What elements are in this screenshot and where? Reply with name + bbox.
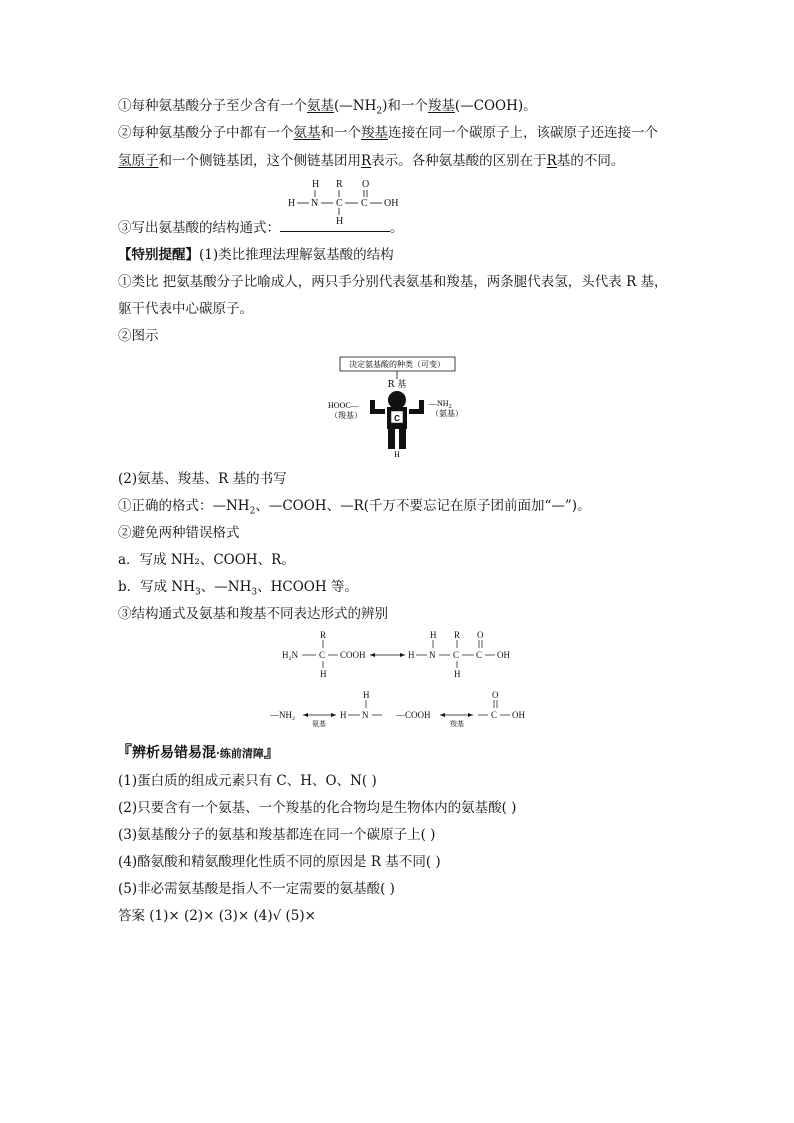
- underlined-r2: R: [546, 153, 557, 169]
- svg-text:H: H: [408, 650, 415, 660]
- svg-text:—NH2: $—NH_2$: [429, 399, 452, 410]
- text: 和一个: [320, 125, 361, 141]
- tip-tag: 【特别提醒】: [118, 247, 199, 263]
- svg-text:C: C: [476, 650, 483, 660]
- tip-line-1b: 躯干代表中心碳原子。: [118, 301, 253, 317]
- text: 。: [390, 220, 404, 236]
- svg-text:C: C: [319, 650, 326, 660]
- s2-line-a: ①正确的格式：$—NH_2$、—COOH、—R(千万不要忘记在原子团前面加“—”)。: [118, 498, 591, 517]
- formula-comparison-1: [280, 628, 530, 683]
- svg-text:R: R: [336, 179, 343, 190]
- underlined-carboxyl: 羧基: [427, 98, 455, 114]
- diagram-h: H: [394, 450, 400, 459]
- center-carbon: C: [394, 414, 400, 423]
- s2-line-b: ②避免两种错误格式: [118, 525, 240, 541]
- tip-heading: [118, 246, 394, 264]
- text: 和一个侧链基团，这个侧链基团用: [158, 153, 361, 169]
- svg-text:C: C: [361, 198, 368, 209]
- point-2: [118, 124, 658, 142]
- text: ①正确的格式：—NH: [118, 498, 250, 514]
- answer-blank: [280, 219, 390, 232]
- text: b．写成 NH: [118, 579, 196, 595]
- svg-text:OH: OH: [384, 198, 399, 209]
- svg-text:H: H: [336, 216, 344, 227]
- svg-text:N: N: [429, 650, 436, 660]
- question-4: (4)酪氨酸和精氨酸理化性质不同的原因是 R 基不同( ): [118, 854, 441, 870]
- underlined-carboxyl: 羧基: [361, 125, 388, 141]
- svg-text:H: H: [363, 690, 370, 700]
- svg-text:O: O: [362, 179, 370, 190]
- subscript: 2: [376, 106, 383, 117]
- diagram-r-label: R 基: [387, 380, 407, 390]
- text: (—NH: [334, 98, 377, 114]
- answer-line: 答案 (1)× (2)× (3)× (4)√ (5)×: [118, 908, 316, 924]
- underlined-amino: 氨基: [293, 125, 321, 141]
- text: 、—COOH、—R(千万不要忘记在原子团前面加“—”)。: [255, 498, 591, 514]
- svg-text:R: R: [320, 630, 327, 640]
- svg-text:OH: OH: [497, 650, 510, 660]
- text: 连接在同一个碳原子上，该碳原子还连接一个: [388, 125, 658, 141]
- s2-line-e: ③结构通式及氨基和羧基不同表达形式的辨别: [118, 606, 388, 622]
- diagram-amino-label: （氨基）: [431, 409, 463, 418]
- svg-text:N: N: [362, 710, 369, 720]
- svg-text:—NH₂: —NH₂: [270, 710, 296, 720]
- underlined-amino: 氨基: [307, 98, 334, 114]
- amino-arrow-label: 氨基: [312, 720, 326, 728]
- svg-text:—COOH: —COOH: [396, 710, 431, 720]
- svg-text:COOH: COOH: [340, 650, 366, 660]
- svg-text:C: C: [336, 198, 343, 209]
- svg-text:OH: OH: [512, 710, 525, 720]
- text: 、HCOOH 等。: [257, 579, 358, 595]
- section-title-text: 辨析易错易混: [132, 745, 217, 761]
- underlined-hydrogen: 氢原子: [118, 153, 159, 169]
- question-3: (3)氨基酸分子的氨基和羧基都连在同一个碳原子上( ): [118, 827, 436, 843]
- question-2: (2)只要含有一个氨基、一个羧基的化合物均是生物体内的氨基酸( ): [118, 800, 517, 816]
- carboxyl-arrow-label: 羧基: [450, 720, 464, 728]
- diagram-nh2: —NH: [429, 399, 449, 408]
- s2-line-c: a．写成 NH₂、COOH、R。: [118, 552, 295, 568]
- head-shape: [388, 391, 406, 409]
- svg-text:C: C: [491, 710, 498, 720]
- section-title: 『辨析易错易混·练前清障』: [116, 742, 280, 761]
- svg-text:H: H: [340, 710, 347, 720]
- svg-text:C: C: [453, 650, 460, 660]
- svg-text:N: N: [311, 198, 319, 209]
- svg-text:H: H: [320, 669, 327, 679]
- text: ①每种氨基酸分子至少含有一个: [118, 98, 307, 114]
- question-1: (1)蛋白质的组成元素只有 C、H、O、N( ): [118, 773, 377, 789]
- diagram-box-label: 决定氨基酸的种类（可变）: [349, 360, 445, 369]
- amino-acid-person-diagram: [325, 355, 475, 460]
- svg-text:H: H: [430, 630, 437, 640]
- diagram-carboxyl-label: （羧基）: [330, 411, 362, 420]
- svg-text:O: O: [492, 690, 499, 700]
- text: 表示。各种氨基酸的区别在于: [371, 153, 547, 169]
- formula-comparison-2: [268, 688, 538, 728]
- svg-text:H₂N: H₂N: [282, 650, 299, 660]
- svg-text:H: H: [288, 198, 296, 209]
- text: )和一个: [382, 98, 428, 114]
- text: 、—NH: [200, 579, 252, 595]
- svg-text:O: O: [477, 630, 484, 640]
- text: ③写出氨基酸的结构通式：: [118, 220, 280, 236]
- diagram-hooc: HOOC—: [328, 401, 359, 410]
- point-2-cont: [118, 152, 624, 170]
- text: ②每种氨基酸分子中都有一个: [118, 125, 294, 141]
- svg-text:H: H: [312, 179, 320, 190]
- text: (1)类比推理法理解氨基酸的结构: [199, 247, 394, 263]
- tip-line-1: ①类比 把氨基酸分子比喻成人，两只手分别代表氨基和羧基，两条腿代表氢，头代表 R 基，: [118, 274, 668, 290]
- section-2-heading: (2)氨基、羧基、R 基的书写: [118, 471, 287, 487]
- tip-line-2: ②图示: [118, 328, 159, 344]
- svg-text:R: R: [454, 630, 461, 640]
- point-1: [118, 97, 537, 115]
- s2-line-d: b．写成 $NH_3$、$—NH_3$、HCOOH 等。: [118, 579, 358, 598]
- text: 基的不同。: [556, 153, 625, 169]
- point-3: [118, 219, 404, 237]
- svg-text:H: H: [454, 669, 461, 679]
- question-5: (5)非必需氨基酸是指人不一定需要的氨基酸( ): [118, 881, 395, 897]
- underlined-r: R: [361, 153, 372, 169]
- text: (—COOH)。: [454, 98, 537, 114]
- section-subtitle: ·练前清障: [216, 747, 264, 760]
